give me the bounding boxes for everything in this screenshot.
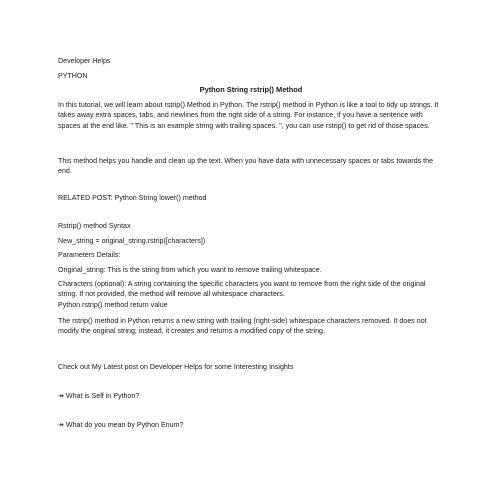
intro-paragraph: In this tutorial, we will learn about rstrip() Method in Python. The rstrip() method in Python is like a tool to tidy up strings. It takes away extra spaces, tabs, and newlines from the right side of a string. For instance, if you have a sentence with spaces at the end like. " This is an example string with trailing spaces. ", you can use rstrip() to get rid of those spaces. (58, 101, 439, 130)
checkout-text: Check out My Latest post on Developer Helps for some Interesting Insights (58, 363, 294, 371)
return-value-paragraph: The rstrip() method in Python returns a new string with trailing (right-side) whitespace characters removed. It does not modify the original string; instead, it creates and returns a modified copy of the string. (58, 317, 427, 336)
related-post-link[interactable]: RELATED POST: Python String lower() method (58, 194, 207, 202)
syntax-code: New_string = original_string.rstrip([characters]) (58, 237, 206, 245)
return-value-heading: Python rstrip() method return value (58, 301, 168, 309)
site-name: Developer Helps (58, 57, 111, 65)
syntax-heading: Rstrip() method Syntax (58, 222, 131, 230)
parameters-heading: Parameters Details: (58, 251, 121, 259)
article-title: Python String rstrip() Method (199, 85, 303, 94)
param-characters: Characters (optional): A string containing the specific characters you want to remove from the right side of the original string. If not provided, the method will remove all whitespace characters. (58, 280, 426, 299)
helper-paragraph: This method helps you handle and clean up the text. When you have data with unnecessary spaces or tabs towards the end. (58, 157, 434, 176)
link-python-enum[interactable]: ↠ What do you mean by Python Enum? (58, 421, 184, 429)
link-self-in-python[interactable]: ↠ What is Self in Python? (58, 392, 140, 400)
category-label: PYTHON (58, 72, 88, 80)
param-original-string: Original_string: This is the string from which you want to remove trailing whitespace. (58, 266, 322, 274)
